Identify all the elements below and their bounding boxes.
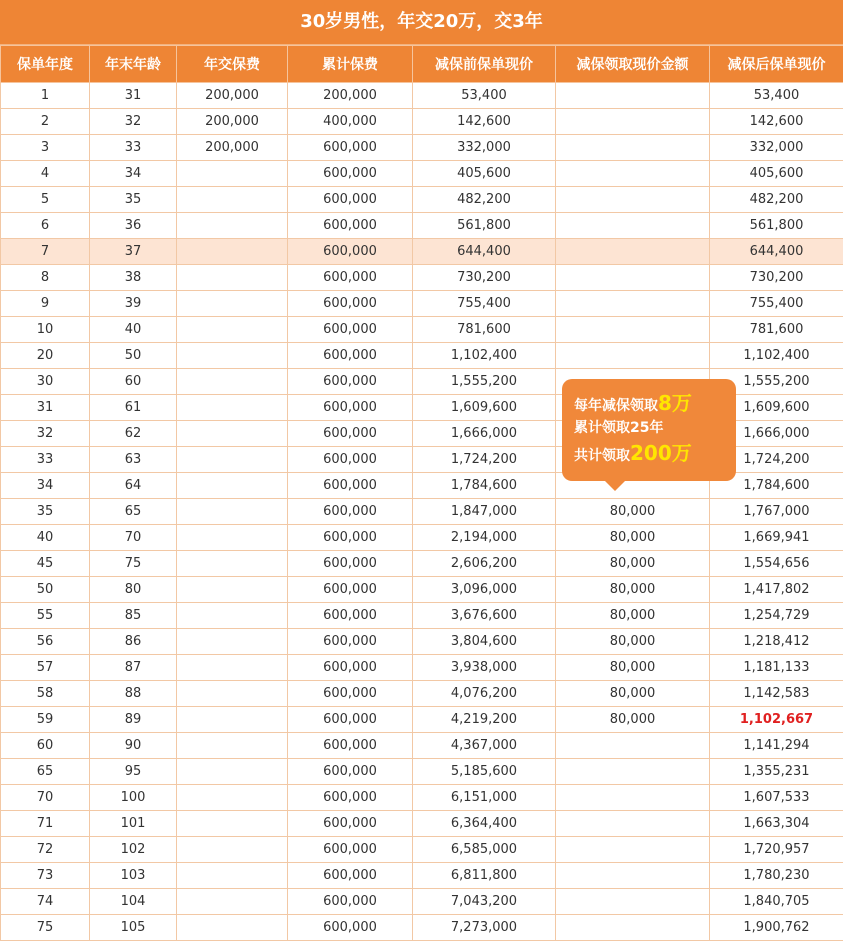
cell-cash-value-before: 53,400 — [413, 83, 556, 109]
table-row — [1, 733, 843, 759]
cell-withdrawal-amount — [556, 213, 710, 239]
cell-policy-year: 59 — [1, 707, 90, 733]
cell-cumulative-premium: 600,000 — [288, 213, 413, 239]
cell-cumulative-premium: 600,000 — [288, 317, 413, 343]
cell-policy-year: 57 — [1, 655, 90, 681]
cell-cash-value-after: 482,200 — [710, 187, 843, 213]
cell-policy-year: 7 — [1, 239, 90, 265]
cell-cash-value-after: 1,724,200 — [710, 447, 843, 473]
cell-cash-value-after: 1,663,304 — [710, 811, 843, 837]
cell-age: 33 — [90, 135, 177, 161]
cell-cash-value-after: 1,840,705 — [710, 889, 843, 915]
cell-policy-year: 31 — [1, 395, 90, 421]
cell-policy-year: 1 — [1, 83, 90, 109]
callout-line-1-prefix: 每年减保领取 — [574, 398, 658, 414]
cell-age: 80 — [90, 577, 177, 603]
cell-cumulative-premium: 600,000 — [288, 707, 413, 733]
cell-withdrawal-amount — [556, 291, 710, 317]
cell-withdrawal-amount — [556, 837, 710, 863]
cell-age: 88 — [90, 681, 177, 707]
cell-annual-premium — [177, 655, 288, 681]
cell-cash-value-after: 1,102,667 — [710, 707, 843, 733]
table-row — [1, 551, 843, 577]
cell-age: 38 — [90, 265, 177, 291]
callout-annual-amount: 8万 — [658, 391, 692, 415]
cell-cumulative-premium: 600,000 — [288, 915, 413, 941]
cell-cash-value-after: 755,400 — [710, 291, 843, 317]
cell-age: 104 — [90, 889, 177, 915]
cell-cash-value-before: 1,666,000 — [413, 421, 556, 447]
cell-cash-value-after: 1,142,583 — [710, 681, 843, 707]
cell-age: 70 — [90, 525, 177, 551]
cell-cash-value-before: 482,200 — [413, 187, 556, 213]
cell-cumulative-premium: 600,000 — [288, 447, 413, 473]
cell-cash-value-after: 1,555,200 — [710, 369, 843, 395]
cell-annual-premium — [177, 785, 288, 811]
callout-pointer — [605, 481, 625, 491]
cell-cumulative-premium: 600,000 — [288, 759, 413, 785]
callout-line-1 — [574, 391, 736, 416]
cell-cash-value-after: 1,669,941 — [710, 525, 843, 551]
cell-cash-value-after: 1,254,729 — [710, 603, 843, 629]
cell-withdrawal-amount — [556, 889, 710, 915]
cell-annual-premium — [177, 369, 288, 395]
table-row — [1, 213, 843, 239]
table-row — [1, 759, 843, 785]
cell-cash-value-after: 1,607,533 — [710, 785, 843, 811]
cell-cash-value-after: 1,141,294 — [710, 733, 843, 759]
cell-withdrawal-amount — [556, 161, 710, 187]
header-row — [1, 46, 843, 83]
cell-age: 50 — [90, 343, 177, 369]
cell-withdrawal-amount — [556, 759, 710, 785]
cell-cash-value-before: 1,555,200 — [413, 369, 556, 395]
cell-cumulative-premium: 600,000 — [288, 161, 413, 187]
cell-cash-value-before: 4,076,200 — [413, 681, 556, 707]
header-withdrawal-amount: 减保领取现价金额 — [556, 46, 710, 83]
cell-annual-premium — [177, 551, 288, 577]
callout-line-3-prefix: 共计领取 — [574, 448, 630, 464]
table-row — [1, 135, 843, 161]
cell-withdrawal-amount: 80,000 — [556, 681, 710, 707]
cell-withdrawal-amount: 80,000 — [556, 629, 710, 655]
policy-value-table — [0, 45, 843, 941]
cell-annual-premium — [177, 863, 288, 889]
cell-cash-value-before: 781,600 — [413, 317, 556, 343]
cell-cash-value-after: 1,181,133 — [710, 655, 843, 681]
cell-cumulative-premium: 600,000 — [288, 629, 413, 655]
cell-annual-premium — [177, 239, 288, 265]
cell-annual-premium — [177, 759, 288, 785]
cell-cash-value-after: 1,609,600 — [710, 395, 843, 421]
table-row — [1, 317, 843, 343]
cell-age: 64 — [90, 473, 177, 499]
cell-annual-premium — [177, 421, 288, 447]
cell-cumulative-premium: 600,000 — [288, 395, 413, 421]
table-row — [1, 707, 843, 733]
cell-age: 40 — [90, 317, 177, 343]
cell-cumulative-premium: 600,000 — [288, 499, 413, 525]
cell-cash-value-after: 1,417,802 — [710, 577, 843, 603]
cell-policy-year: 10 — [1, 317, 90, 343]
cell-withdrawal-amount — [556, 317, 710, 343]
cell-age: 35 — [90, 187, 177, 213]
cell-cash-value-after: 1,780,230 — [710, 863, 843, 889]
cell-age: 100 — [90, 785, 177, 811]
cell-age: 61 — [90, 395, 177, 421]
cell-cash-value-before: 4,219,200 — [413, 707, 556, 733]
cell-withdrawal-amount — [556, 811, 710, 837]
cell-cumulative-premium: 400,000 — [288, 109, 413, 135]
cell-policy-year: 70 — [1, 785, 90, 811]
cell-annual-premium — [177, 213, 288, 239]
cell-policy-year: 20 — [1, 343, 90, 369]
cell-cash-value-after: 1,355,231 — [710, 759, 843, 785]
cell-age: 75 — [90, 551, 177, 577]
cell-cash-value-after: 644,400 — [710, 239, 843, 265]
cell-cumulative-premium: 600,000 — [288, 785, 413, 811]
table-row — [1, 239, 843, 265]
cell-annual-premium — [177, 499, 288, 525]
cell-age: 102 — [90, 837, 177, 863]
cell-withdrawal-amount — [556, 343, 710, 369]
cell-cumulative-premium: 200,000 — [288, 83, 413, 109]
cell-age: 62 — [90, 421, 177, 447]
cell-annual-premium — [177, 291, 288, 317]
cell-annual-premium — [177, 733, 288, 759]
cell-cash-value-before: 6,585,000 — [413, 837, 556, 863]
cell-annual-premium: 200,000 — [177, 135, 288, 161]
cell-cumulative-premium: 600,000 — [288, 187, 413, 213]
cell-annual-premium: 200,000 — [177, 109, 288, 135]
table-row — [1, 603, 843, 629]
header-annual-premium: 年交保费 — [177, 46, 288, 83]
cell-cumulative-premium: 600,000 — [288, 863, 413, 889]
cell-age: 89 — [90, 707, 177, 733]
table-row — [1, 655, 843, 681]
table-row — [1, 837, 843, 863]
cell-annual-premium — [177, 603, 288, 629]
cell-cash-value-before: 1,102,400 — [413, 343, 556, 369]
cell-annual-premium — [177, 837, 288, 863]
cell-annual-premium — [177, 707, 288, 733]
callout-line-2: 累计领取25年 — [574, 416, 736, 441]
cell-policy-year: 40 — [1, 525, 90, 551]
cell-cash-value-before: 1,724,200 — [413, 447, 556, 473]
cell-policy-year: 71 — [1, 811, 90, 837]
cell-cash-value-before: 4,367,000 — [413, 733, 556, 759]
cell-cumulative-premium: 600,000 — [288, 603, 413, 629]
cell-cumulative-premium: 600,000 — [288, 265, 413, 291]
table-row — [1, 577, 843, 603]
cell-policy-year: 58 — [1, 681, 90, 707]
table-row — [1, 681, 843, 707]
cell-annual-premium — [177, 811, 288, 837]
cell-age: 34 — [90, 161, 177, 187]
cell-age: 63 — [90, 447, 177, 473]
cell-age: 37 — [90, 239, 177, 265]
cell-policy-year: 3 — [1, 135, 90, 161]
cell-cash-value-after: 405,600 — [710, 161, 843, 187]
cell-age: 36 — [90, 213, 177, 239]
cell-cumulative-premium: 600,000 — [288, 681, 413, 707]
cell-withdrawal-amount — [556, 135, 710, 161]
cell-age: 32 — [90, 109, 177, 135]
table-row — [1, 265, 843, 291]
cell-policy-year: 9 — [1, 291, 90, 317]
cell-cumulative-premium: 600,000 — [288, 421, 413, 447]
cell-cash-value-before: 7,043,200 — [413, 889, 556, 915]
cell-withdrawal-amount — [556, 733, 710, 759]
cell-cash-value-before: 3,096,000 — [413, 577, 556, 603]
cell-policy-year: 8 — [1, 265, 90, 291]
cell-policy-year: 65 — [1, 759, 90, 785]
table-row — [1, 915, 843, 941]
cell-cash-value-before: 142,600 — [413, 109, 556, 135]
cell-age: 101 — [90, 811, 177, 837]
cell-cash-value-after: 1,900,762 — [710, 915, 843, 941]
cell-cumulative-premium: 600,000 — [288, 473, 413, 499]
cell-age: 31 — [90, 83, 177, 109]
cell-withdrawal-amount: 80,000 — [556, 551, 710, 577]
cell-cash-value-before: 2,606,200 — [413, 551, 556, 577]
table-row — [1, 889, 843, 915]
cell-age: 39 — [90, 291, 177, 317]
cell-cash-value-after: 332,000 — [710, 135, 843, 161]
cell-policy-year: 75 — [1, 915, 90, 941]
cell-policy-year: 74 — [1, 889, 90, 915]
cell-cumulative-premium: 600,000 — [288, 551, 413, 577]
cell-cash-value-before: 644,400 — [413, 239, 556, 265]
cell-cumulative-premium: 600,000 — [288, 889, 413, 915]
table-row — [1, 187, 843, 213]
cell-cash-value-before: 3,676,600 — [413, 603, 556, 629]
cell-cumulative-premium: 600,000 — [288, 655, 413, 681]
cell-cash-value-before: 3,938,000 — [413, 655, 556, 681]
cell-policy-year: 33 — [1, 447, 90, 473]
cell-cumulative-premium: 600,000 — [288, 291, 413, 317]
table-row — [1, 83, 843, 109]
cell-withdrawal-amount: 80,000 — [556, 525, 710, 551]
cell-cash-value-before: 561,800 — [413, 213, 556, 239]
cell-cash-value-after: 781,600 — [710, 317, 843, 343]
table-row — [1, 109, 843, 135]
cell-annual-premium — [177, 525, 288, 551]
cell-age: 105 — [90, 915, 177, 941]
cell-annual-premium — [177, 473, 288, 499]
header-age-end-of-year: 年末年龄 — [90, 46, 177, 83]
table-row — [1, 811, 843, 837]
cell-cash-value-after: 561,800 — [710, 213, 843, 239]
cell-age: 86 — [90, 629, 177, 655]
cell-cash-value-after: 1,784,600 — [710, 473, 843, 499]
cell-cash-value-before: 755,400 — [413, 291, 556, 317]
cell-policy-year: 2 — [1, 109, 90, 135]
cell-withdrawal-amount — [556, 239, 710, 265]
cell-withdrawal-amount — [556, 915, 710, 941]
cell-cash-value-before: 405,600 — [413, 161, 556, 187]
cell-cash-value-before: 332,000 — [413, 135, 556, 161]
cell-cumulative-premium: 600,000 — [288, 343, 413, 369]
cell-withdrawal-amount — [556, 109, 710, 135]
header-cumulative-premium: 累计保费 — [288, 46, 413, 83]
cell-policy-year: 50 — [1, 577, 90, 603]
cell-cash-value-after: 1,102,400 — [710, 343, 843, 369]
cell-withdrawal-amount — [556, 265, 710, 291]
cell-cumulative-premium: 600,000 — [288, 577, 413, 603]
cell-cumulative-premium: 600,000 — [288, 525, 413, 551]
cell-withdrawal-amount — [556, 187, 710, 213]
cell-cash-value-after: 1,720,957 — [710, 837, 843, 863]
cell-policy-year: 30 — [1, 369, 90, 395]
cell-annual-premium — [177, 681, 288, 707]
cell-policy-year: 56 — [1, 629, 90, 655]
cell-cumulative-premium: 600,000 — [288, 837, 413, 863]
cell-cash-value-after: 53,400 — [710, 83, 843, 109]
cell-policy-year: 55 — [1, 603, 90, 629]
cell-cash-value-before: 6,364,400 — [413, 811, 556, 837]
table-row — [1, 343, 843, 369]
cell-annual-premium — [177, 317, 288, 343]
cell-annual-premium — [177, 395, 288, 421]
cell-cash-value-after: 1,218,412 — [710, 629, 843, 655]
cell-policy-year: 5 — [1, 187, 90, 213]
cell-cumulative-premium: 600,000 — [288, 239, 413, 265]
cell-policy-year: 35 — [1, 499, 90, 525]
cell-annual-premium — [177, 915, 288, 941]
cell-annual-premium — [177, 577, 288, 603]
cell-cumulative-premium: 600,000 — [288, 811, 413, 837]
table-row — [1, 785, 843, 811]
header-cash-value-after: 减保后保单现价 — [710, 46, 843, 83]
table-row — [1, 525, 843, 551]
cell-annual-premium — [177, 187, 288, 213]
cell-cash-value-after: 1,767,000 — [710, 499, 843, 525]
table-row — [1, 499, 843, 525]
table-row — [1, 161, 843, 187]
cell-age: 103 — [90, 863, 177, 889]
cell-withdrawal-amount: 80,000 — [556, 499, 710, 525]
cell-withdrawal-amount: 80,000 — [556, 577, 710, 603]
cell-age: 95 — [90, 759, 177, 785]
cell-cash-value-before: 730,200 — [413, 265, 556, 291]
cell-annual-premium — [177, 343, 288, 369]
cell-cumulative-premium: 600,000 — [288, 733, 413, 759]
cell-policy-year: 60 — [1, 733, 90, 759]
cell-cash-value-after: 1,666,000 — [710, 421, 843, 447]
cell-annual-premium — [177, 265, 288, 291]
cell-cash-value-before: 1,784,600 — [413, 473, 556, 499]
header-policy-year: 保单年度 — [1, 46, 90, 83]
cell-annual-premium — [177, 161, 288, 187]
cell-age: 65 — [90, 499, 177, 525]
cell-withdrawal-amount: 80,000 — [556, 603, 710, 629]
cell-age: 87 — [90, 655, 177, 681]
cell-cash-value-before: 2,194,000 — [413, 525, 556, 551]
cell-annual-premium — [177, 447, 288, 473]
cell-policy-year: 6 — [1, 213, 90, 239]
cell-policy-year: 34 — [1, 473, 90, 499]
cell-annual-premium — [177, 889, 288, 915]
cell-cash-value-before: 5,185,600 — [413, 759, 556, 785]
cell-policy-year: 4 — [1, 161, 90, 187]
cell-cumulative-premium: 600,000 — [288, 369, 413, 395]
cell-cash-value-after: 142,600 — [710, 109, 843, 135]
cell-withdrawal-amount: 80,000 — [556, 655, 710, 681]
cell-cash-value-before: 6,811,800 — [413, 863, 556, 889]
cell-cash-value-before: 1,847,000 — [413, 499, 556, 525]
cell-cash-value-before: 7,273,000 — [413, 915, 556, 941]
callout-total-amount: 200万 — [630, 441, 692, 465]
cell-cumulative-premium: 600,000 — [288, 135, 413, 161]
callout-line-3 — [574, 441, 736, 466]
cell-policy-year: 32 — [1, 421, 90, 447]
cell-policy-year: 73 — [1, 863, 90, 889]
withdrawal-callout — [562, 379, 736, 481]
cell-withdrawal-amount — [556, 83, 710, 109]
cell-cash-value-before: 3,804,600 — [413, 629, 556, 655]
table-row — [1, 863, 843, 889]
cell-annual-premium — [177, 629, 288, 655]
table-row — [1, 291, 843, 317]
cell-policy-year: 45 — [1, 551, 90, 577]
cell-age: 60 — [90, 369, 177, 395]
cell-age: 85 — [90, 603, 177, 629]
table-row — [1, 629, 843, 655]
cell-withdrawal-amount: 80,000 — [556, 707, 710, 733]
cell-withdrawal-amount — [556, 785, 710, 811]
cell-cash-value-after: 730,200 — [710, 265, 843, 291]
cell-cash-value-before: 1,609,600 — [413, 395, 556, 421]
cell-cash-value-before: 6,151,000 — [413, 785, 556, 811]
cell-cash-value-after: 1,554,656 — [710, 551, 843, 577]
cell-annual-premium: 200,000 — [177, 83, 288, 109]
cell-policy-year: 72 — [1, 837, 90, 863]
cell-age: 90 — [90, 733, 177, 759]
table-title: 30岁男性，年交20万，交3年 — [0, 0, 843, 45]
header-cash-value-before: 减保前保单现价 — [413, 46, 556, 83]
cell-withdrawal-amount — [556, 863, 710, 889]
